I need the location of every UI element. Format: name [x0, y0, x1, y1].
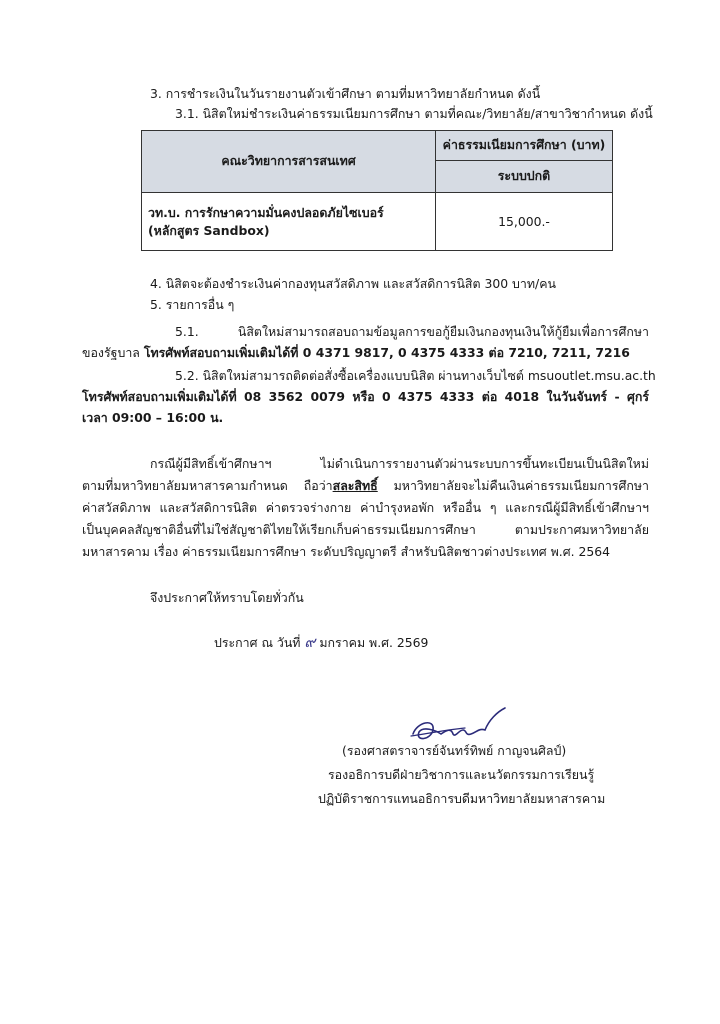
section-5-2-line1: 5.2. นิสิตใหม่สามารถติดต่อสั่งซื้อเครื่องแบบนิสิต ผ่านทางเว็บไซต์ msuoutlet.msu.ac.th: [175, 368, 656, 383]
section-5-heading: 5. รายการอื่น ๆ: [150, 297, 235, 312]
program-type: (หลักสูตร Sandbox): [148, 222, 270, 238]
fee-cell: 15,000.-: [436, 193, 613, 251]
system-header: ระบบปกติ: [436, 161, 613, 193]
signatory-name: (รองศาสตราจารย์จันทร์ทิพย์ กาญจนศิลป์): [342, 743, 567, 758]
notice-line-3: ค่าสวัสดิภาพ และสวัสดิการนิสิต ค่าตรวจร่างกาย ค่าบำรุงหอพัก หรืออื่น ๆ และกรณีผู้มีสิทธิ์เข้าศึกษาฯ: [82, 500, 649, 515]
section-5-1-phone: โทรศัพท์สอบถามเพิ่มเติมได้ที่ 0 4371 9817, 0 4375 4333 ต่อ 7210, 7211, 7216: [143, 345, 630, 360]
program-name: วท.บ. การรักษาความมั่นคงปลอดภัยไซเบอร์: [148, 204, 384, 220]
signatory-title-1: รองอธิการบดีฝ่ายวิชาการและนวัตกรรมการเรียนรู้: [328, 767, 595, 782]
notice-line-2-end: มหาวิทยาลัยจะไม่คืนเงินค่าธรรมเนียมการศึกษา: [377, 478, 649, 493]
date-prefix: ประกาศ ณ วันที่: [214, 635, 301, 650]
section-4-text: 4. นิสิตจะต้องชำระเงินค่ากองทุนสวัสดิภาพ และสวัสดิการนิสิต 300 บาท/คน: [150, 276, 556, 291]
date-suffix: มกราคม พ.ศ. 2569: [319, 635, 429, 650]
section-5-1-line2-start: ของรัฐบาล: [82, 345, 144, 360]
fee-table: [141, 130, 613, 251]
section-3-heading: 3. การชำระเงินในวันรายงานตัวเข้าศึกษา ตามที่มหาวิทยาลัยกำหนด ดังนี้: [150, 86, 541, 101]
notice-line-1: กรณีผู้มีสิทธิ์เข้าศึกษาฯ ไม่ดำเนินการรายงานตัวผ่านระบบการขึ้นทะเบียนเป็นนิสิตใหม่: [150, 456, 649, 471]
date-day: ๙: [304, 633, 316, 651]
section-3-1-text: 3.1. นิสิตใหม่ชำระเงินค่าธรรมเนียมการศึกษา ตามที่คณะ/วิทยาลัย/สาขาวิชากำหนด ดังนี้: [175, 106, 653, 121]
section-5-1-line2: [82, 345, 630, 361]
table-row: [142, 193, 613, 251]
notice-line-5: มหาสารคาม เรื่อง ค่าธรรมเนียมการศึกษา ระดับปริญญาตรี สำหรับนิสิตชาวต่างประเทศ พ.ศ. 2564: [82, 544, 610, 559]
notice-line-2: [82, 478, 649, 494]
section-5-2-hours: เวลา 09:00 – 16:00 น.: [82, 410, 224, 425]
notice-line-4: เป็นบุคคลสัญชาติอื่นที่ไม่ใช่สัญชาติไทยให้เรียกเก็บค่าธรรมเนียมการศึกษา ตามประกาศมหาวิทยาลัย: [82, 522, 649, 537]
forfeit-text: สละสิทธิ์: [332, 478, 378, 493]
fee-header: ค่าธรรมเนียมการศึกษา (บาท): [436, 131, 613, 161]
program-cell: [142, 193, 436, 251]
section-5-1-line1: 5.1. นิสิตใหม่สามารถสอบถามข้อมูลการขอกู้ยืมเงินกองทุนเงินให้กู้ยืมเพื่อการศึกษา: [175, 324, 649, 339]
section-5-2-phone: โทรศัพท์สอบถามเพิ่มเติมได้ที่ 08 3562 0079 หรือ 0 4375 4333 ต่อ 4018 ในวันจันทร์ - ศุกร์: [82, 389, 649, 404]
signatory-title-2: ปฏิบัติราชการแทนอธิการบดีมหาวิทยาลัยมหาสารคาม: [318, 791, 606, 806]
closing-text: จึงประกาศให้ทราบโดยทั่วกัน: [150, 590, 304, 605]
faculty-header: คณะวิทยาการสารสนเทศ: [142, 131, 436, 193]
notice-line-2-start: ตามที่มหาวิทยาลัยมหาสารคามกำหนด ถือว่า: [82, 478, 333, 493]
announcement-date: [214, 634, 428, 651]
